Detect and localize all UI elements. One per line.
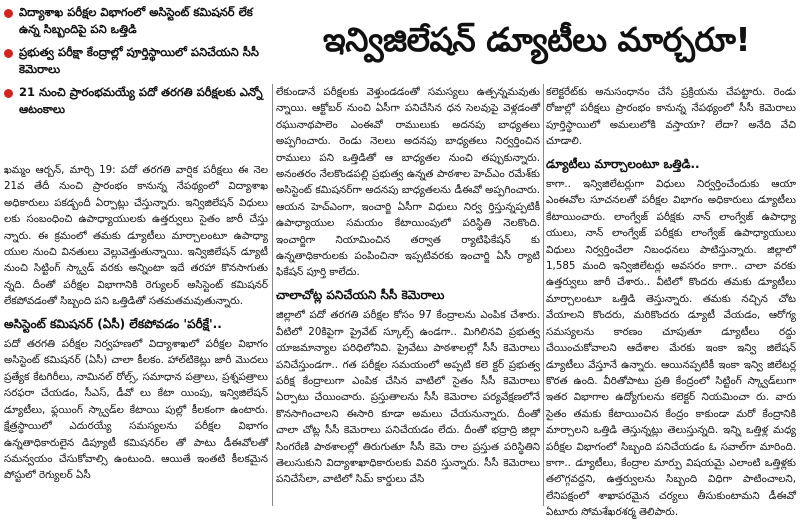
subheading: అసిస్టెంట్ కమిషనర్ (ఏసీ) లేకపోవడం 'పరీక్షే'.. (4, 316, 222, 331)
paragraph: జిల్లాలో పదో తరగతి పరీక్షల కోసం 97 కేంద్రాలను ఎంపిక చేశారు. వీటిలో 20కిపైగా ప్రైవేట్ స్కూల్స్ ఉండగా.. మిగిలినవి ప్రభుత్వ యాజమాన్యాల పరిధిలోనివి. ప్రైవేటు పాఠశాలల్లో సీసీ కెమెరాలు పనిచేస్తుండగా.. గత పరీక్షల సమయంలో అప్పటి కలె క్టర్ ప్రభుత్వ పరీక్ష కేంద్రాలుగా ఎంపిక చేసిన వాటిలో సైతం సీసీ కెమెరాలు ఏర్పాటు చేయించారు. ప్రస్తుతాలను సీసీ కెమెరాల పర్యవేక్షణలోనే కొనసాగించాలని ఈసారి కూడా అమలు చేయనున్నారు. దీంతో చాలా చోట్ల సీసీ కెమెరాలు పనిచేయడం లేదు. దీంతో భద్రాద్రి జిల్లా సింగరేణి పాఠశాలల్లో తిరుగుతూ సీసీ కెమె రాల ప్రస్తుత పరిస్థితిని తెలుసుకుని విద్యాశాఖాధికారులకు వివరి స్తున్నారు. సీసీ కెమెరాలు పనిచేసేలా, వాటిలో సిమ్ కార్డులు వేసి (276, 309, 540, 486)
bullet-icon (4, 89, 13, 98)
paragraph: పదో తరగతి పరీక్షల నిర్వహణలో విద్యాశాఖలో పరీక్షల విభాగం అసిస్టెంట్ కమిషనర్ (ఏసీ) చాలా కీలకం. హాల్‌టికెట్లు జారీ మొదలు ప్రత్యేక కేటగిరీలు, నామినల్ రోల్స్, సమాధాన పత్రాలు, ప్రశ్నపత్రాలు సరఫరా చేయడం, సీఎస్, డీవో లు కేటా యింపు, ఇన్విజిలేషన్ డ్యూటీలు, ఫ్లయింగ్ స్క్వాడ్‌ల కేటాయి పుల్లో కీలకంగా ఉంటారు. క్షేత్రస్థాయిలో ఎదురయ్యే సమస్యలను పరీక్షల విభాగం ఉన్నతాధికారులైన డిప్యూటీ కమిషనర్‌ల తో పాటు డీఈవోలతో సమన్వయం చేసుకోవాల్సి ఉంటుంది. ఆయితే ఇంతటి కీలకమైన పోస్టులో రెగ్యులర్ ఏసీ (4, 338, 268, 482)
highlight-item (4, 44, 272, 78)
paragraph: కలెక్టరేట్‌కు అనుసంధానం చేసే ప్రక్రియను చేపట్టారు. రెండు రోజుల్లో పరీక్షలు ప్రారంభం కానున్న నేపథ్యంలో సీసీ కెమెరాలు పూర్తిస్థాయిలో అమలులోకి వస్తాయా? లేదా? అనేది వేచి చూడాలి. (546, 86, 796, 148)
subheading: డ్యూటీలు మార్చాలంటూ ఒత్తిడి.. (546, 156, 700, 171)
column-3 (546, 84, 796, 521)
column-divider (543, 84, 544, 506)
highlight-text: 21 నుంచి ప్రారంభమయ్యే పదో తరగతి పరీక్షలకు ఎన్నో ఆటంకాలు (19, 85, 263, 116)
paragraph: ఖమ్మం ఆర్బన్, మార్చి 19: పదో తరగతి వార్షిక పరీక్షలు ఈ నెల 21వ తేదీ నుంచి ప్రారంభం కానున్న నేపథ్యంలో విద్యాశాఖ అధికారులు పకడ్బందీ ఏర్పాట్లు చేస్తున్నారు. ఇన్విజిలేషన్ విధులు లకు సంబంధించి ఉపాధ్యాయులకు ఉత్తర్వులు సైతం జారీ చేస్తు న్నారు. ఈ క్రమంలో తమకు డ్యూటీలు మార్చాలంటూ ఉపాధ్యా యుల నుంచి వినతులు వెల్లువెత్తుతున్నాయి. ఇన్విజిలేషన్ డ్యూటీ నుంచి సిట్టింగ్ స్క్వాడ్ వరకు అన్నింటా ఇదే తరహా కొనసాగుతు న్నది. దీంతో పరీక్షల విభాగానికి రెగ్యులర్ అసిస్టెంట్ కమిషనర్ లేకపోవడంతో సిబ్బంది పని ఒత్తిడితో సతమతమవుతున్నారు. (4, 164, 268, 308)
column-2 (276, 84, 540, 488)
paragraph: కాగా.. ఇన్విజిలేటర్లుగా విధులు నిర్వర్తించేందుకు ఆయా ఎంఈవోల సూచనలతో పరీక్షల విభాగం అధికారులు డ్యూటీలు కేటాయించారు. లాంగ్వేజ్ పరీక్షకు నాన్ లాంగ్వేజ్ ఉపాధ్యా యులు, నాన్ లాంగ్వేజ్ పరీక్షకు లాంగ్వేజ్ ఉపాధ్యాయులు విధులు నిర్వర్తించేలా నిబంధనలు పాటిస్తున్నారు. జిల్లాలో 1,585 మంది ఇన్విజిలేటర్లు అవసరం కాగా.. చాలా వరకు ఉత్తర్వులు జారీ చేశారు.. వీటిలో కొందరు తమకు డ్యూటీలు మార్చాలంటూ ఒత్తిడి తెస్తున్నారు. తమకు నచ్చిన చోట వేయాలని కొందరు, మరికొందరు డ్యూటీ వేయడం, ఆరోగ్య సమస్యలను కారణం చూపుతూ డ్యూటీలు రద్దు చేయించుకోవాలని ఆదేశాల మేరకు ఇంకా ఇన్వి జిలేషన్ డ్యూటీలు వేస్తూనే ఉన్నారు. ఆయినప్పటికీ ఇంకా ఇన్వి జిలేటర్ల కొరత ఉంది. వీరితోపాటు ప్రతి కేంద్రంలో సిట్టింగ్ స్క్వాడ్‌లుగా ఇతర విభాగాల ఉద్యోగులను కలెక్టర్ నియమించా రు. వారు సైతం తమకు కేటాయించిన కేంద్రం కాకుండా మరో కేంద్రానికి మార్చాలని ఒత్తిడి తెస్తున్నట్లు తెలుస్తున్నది. ఇన్ని ఒత్తిళ్ల మధ్య పరీక్షల విభాగంలో సిబ్బంది పనిచేయడం ఓ సవాల్‌గా మారింది. కాగా.. డ్యూటీలు, కేంద్రాల మార్పు విషయమై ఎలాంటి ఒత్తిళ్లకు తలొగ్గవద్దని, ఉత్తర్వులను సిబ్బంది విధిగా పాటించాలని, లేనిపక్షంలో శాఖాపరమైన చర్యలు తీసుకుంటామని డీఈవో ఏటూరు సోమశేఖరశర్మ తెలిపారు. (546, 178, 796, 519)
highlight-item (4, 84, 272, 118)
highlights-box (4, 4, 272, 160)
paragraph: లేకుండానే పరీక్షలకు వెళ్తుండడంతో సమస్యలు ఉత్పన్నమవుతు న్నాయి. ఆక్టోబర్ నుంచి ఏసీగా పనిచేసిన ధన సెలవుపై వెళ్లడంతో రఘునాథపాలెం ఎంఈవో రాములుకు అదనపు బాధ్యతలు అప్పగించారు. రెండు నెలలు అదనపు బాధ్యతలు నిర్వర్తించిన రాములు పని ఒత్తిడితో ఆ బాధ్యతల నుంచి తప్పుకున్నారు. అనంతరం నేలకొండపల్లి ప్రభుత్వ ఉన్నత పాఠశాల హెచ్‌ఎం రమేశ్‌కు అసిస్టెంట్ కమిషనర్‌గా అదనపు బాధ్యతలను డీఈవో అప్పగించారు. ఆయన హెచ్‌ఎంగా, ఇంచార్జి ఏసీగా విధులు నిర్వ ర్తిస్తున్నప్పటికీ ఉపాధ్యాయుల సమయం కేటాయింపులో పరిస్థితి నెలకొంది. ఇంచార్జిగా నియామించిన తర్వాత ర్యాటిఫికేషన్‌ కు ఉన్నతాధికారులకు పంపించినా ఇప్పటివరకు ఇంచార్జి ఏసీ ర్యాటి ఫికేషన్ పూర్తి కాలేదు. (276, 86, 540, 279)
column-divider (272, 84, 273, 506)
highlight-item (4, 4, 272, 38)
subheading: చాలాచోట్ల పనిచేయని సీసీ కెమెరాలు (276, 287, 445, 302)
highlight-text: విద్యాశాఖ పరీక్షల విభాగంలో అసిస్టెంట్ కమిషనర్ లేక ఉన్న సిబ్బందిపై పని ఒత్తిడి (19, 5, 253, 36)
bullet-icon (4, 49, 13, 58)
column-1 (4, 162, 268, 484)
headline: ఇన్విజిలేషన్ డ్యూటీలు మార్చరూ! (322, 19, 751, 59)
bullet-icon (4, 9, 13, 18)
highlight-text: ప్రభుత్వ పరీక్షా కేంద్రాల్లో పూర్తిస్థాయిలో పనిచేయని సీసీ కెమెరాలు (19, 45, 259, 76)
